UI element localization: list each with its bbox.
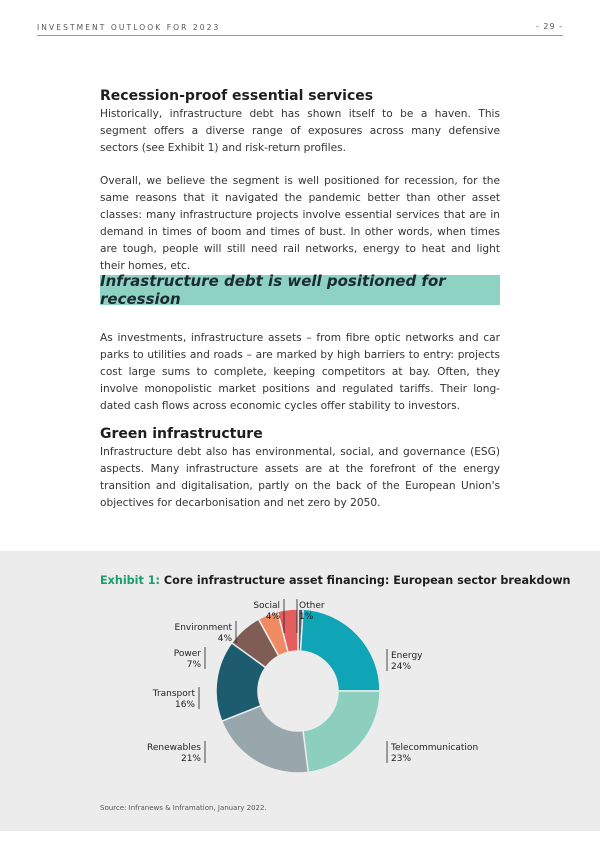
label-other: Other xyxy=(299,601,325,611)
source-note: Source: Infranews & Inframation, January 2022. xyxy=(100,804,267,812)
value-other: 1% xyxy=(299,612,314,622)
paragraph-esg: Infrastructure debt also has environmental, social, and governance (ESG) aspects. Many infrastructure assets are at the forefront of the energy transition and digitalisation, partly on the back of the European Union's objectives for decarbonisation and net zero by 2050. xyxy=(100,446,500,509)
label-energy: Energy xyxy=(391,651,423,661)
section-investments xyxy=(100,330,500,415)
paragraph-investments: As investments, infrastructure assets – from fibre optic networks and car parks to utilities and roads – are marked by high barriers to entry: projects cost large sums to complete, keeping competitors at bay. Often, they involve monopolistic market positions and regulated tariffs. Their long-dated cash flows across economic cycles offer stability to investors. xyxy=(100,332,500,412)
value-transport: 16% xyxy=(174,700,195,710)
section-heading-recession: Recession-proof essential services xyxy=(100,88,374,104)
page-header xyxy=(0,0,600,36)
section-heading-green: Green infrastructure xyxy=(100,426,263,442)
label-renewables: Renewables xyxy=(147,743,201,753)
donut-chart xyxy=(0,551,600,831)
label-transport: Transport xyxy=(152,689,195,699)
label-power: Power xyxy=(173,649,201,659)
paragraph-haven: Historically, infrastructure debt has shown itself to be a haven. This segment offers a diverse range of exposures across many defensive sectors (see Exhibit 1) and risk-return profiles. xyxy=(100,108,500,154)
exhibit-label: Exhibit 1: xyxy=(100,574,161,587)
value-renewables: 21% xyxy=(180,754,201,764)
value-telecommunication: 23% xyxy=(391,754,412,764)
callout-banner xyxy=(100,272,500,308)
exhibit-title-text: Core infrastructure asset financing: European sector breakdown xyxy=(163,574,571,587)
value-energy: 24% xyxy=(391,662,412,672)
section-green xyxy=(100,426,500,512)
label-telecommunication: Telecommunication xyxy=(391,743,479,753)
value-social: 4% xyxy=(265,612,280,622)
section-recession xyxy=(100,88,500,275)
header-title: INVESTMENT OUTLOOK FOR 2023 xyxy=(37,23,221,32)
page-number: - 29 - xyxy=(535,22,563,31)
header-rule xyxy=(37,35,563,36)
slice-telecommunication xyxy=(303,691,380,772)
value-power: 7% xyxy=(186,660,201,670)
value-environment: 4% xyxy=(217,634,232,644)
callout-text: Infrastructure debt is well positioned for recession xyxy=(100,272,446,308)
label-social: Social xyxy=(253,601,280,611)
label-environment: Environment xyxy=(174,623,232,633)
paragraph-positioned: Overall, we believe the segment is well positioned for recession, for the same reasons that it navigated the pandemic better than other asset classes: many infrastructure projects involve essential services that are in demand in times of boom and times of bust. In other words, when times are tough, people will still need rail networks, energy to heat and light their homes, etc. xyxy=(100,175,500,272)
